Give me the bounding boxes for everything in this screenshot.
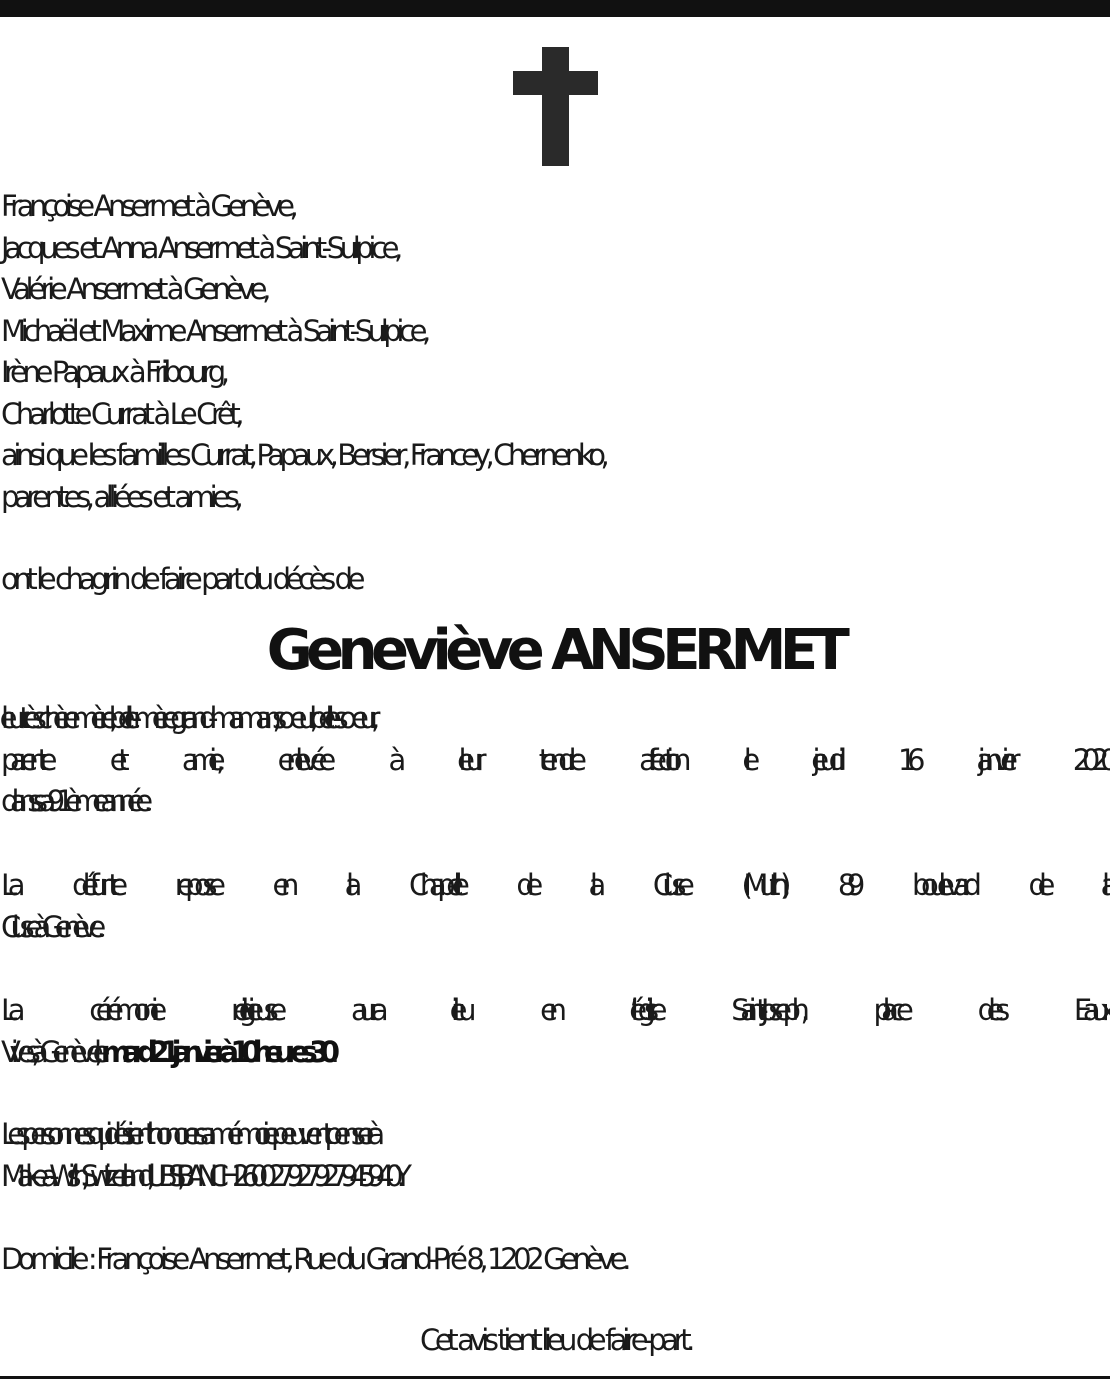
mourner-line: parentes, alliées et amies,: [1, 479, 239, 514]
donation-paragraph: [1, 1114, 1109, 1197]
mourner-line: Jacques et Anna Ansermet à Saint-Sulpice,: [1, 230, 398, 265]
top-border-rule: [0, 0, 1110, 17]
cross-horizontal-bar: [513, 71, 598, 95]
mourner-line: ainsi que les familles Currat, Papaux, Bersier, Francey, Chernenko,: [1, 438, 605, 472]
mourner-line: Françoise Ansermet à Genève,: [1, 189, 294, 223]
ceremony-paragraph: [1, 990, 1109, 1073]
mourner-line: Charlotte Currat à Le Crêt,: [1, 396, 240, 431]
ceremony-line: La cérémonie religieuse aura lieu en l’église Saint-Joseph, place des Eaux-: [1, 993, 1109, 1027]
ceremony-datetime: mardi 21 janvier à 10 heures 30: [100, 1034, 331, 1069]
bottom-border-rule: [0, 1376, 1110, 1379]
deceased-name: Geneviève ANSERMET: [266, 618, 844, 683]
mourner-line: Valérie Ansermet à Genève,: [1, 272, 266, 306]
description-paragraph: [1, 698, 1109, 823]
repose-line: Cluse à Genève.: [1, 909, 97, 944]
description-line: leur très chère mère, belle-mère, grand-maman, sœur, belle-sœur,: [1, 701, 371, 735]
donation-line: Les personnes qui désirent honorer sa mémoire peuvent penser à: [1, 1117, 376, 1151]
closing-note: Cet avis tient lieu de faire-part.: [420, 1323, 690, 1357]
domicile-text: Domicile : Françoise Ansermet, Rue du Grand-Pré 8, 1202 Genève.: [1, 1242, 627, 1276]
announcement-text: ont le chagrin de faire part du décès de: [1, 562, 361, 596]
ceremony-line: [1, 1032, 1109, 1074]
donation-line: Make-a-Wish, Switzerland, UBS, IBAN CH26 0027 9279 2794 5940Y.: [1, 1158, 397, 1193]
description-line: dans sa 91ème année.: [1, 784, 144, 818]
mourner-line: Michaël et Maxime Ansermet à Saint-Sulpice,: [1, 313, 426, 348]
mourners-list: [1, 186, 1109, 518]
description-line: parente et amie, enlevée à leur tendre affection le jeudi 16 janvier 2020: [1, 742, 1109, 777]
ceremony-prefix: Vives, à Genève, le: [1, 1034, 101, 1069]
repose-line: La défunte repose en la Chapelle de la Cluse (Murith), 89 boulevard de la: [1, 868, 1109, 902]
latin-cross-icon: [513, 47, 598, 166]
mourner-line: Irène Papaux à Fribourg,: [1, 355, 225, 389]
repose-paragraph: [1, 865, 1109, 948]
cross-vertical-bar: [542, 47, 569, 166]
